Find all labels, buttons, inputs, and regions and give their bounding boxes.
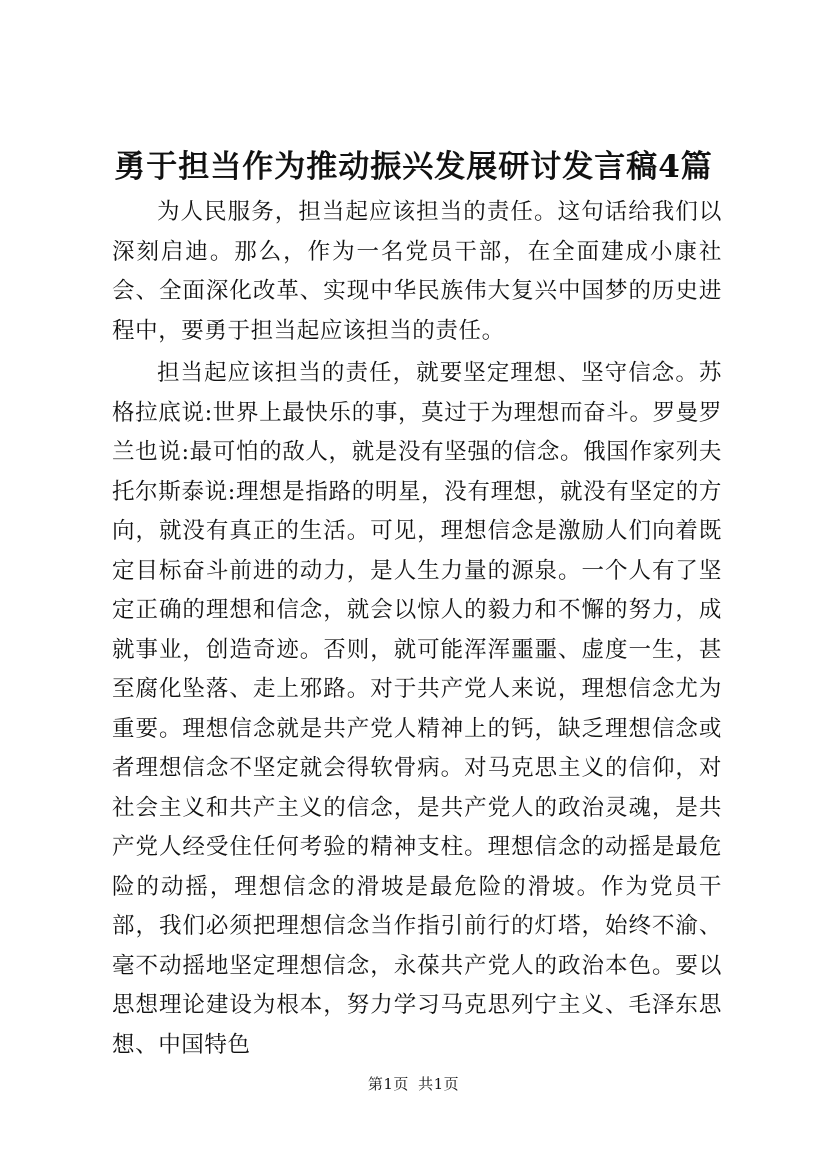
paragraph: 担当起应该担当的责任，就要坚定理想、坚守信念。苏格拉底说:世界上最快乐的事，莫过于为理想而奋斗。罗曼罗兰也说:最可怕的敌人，就是没有坚强的信念。俄国作家列夫托尔斯泰说:理想是指路的明星，没有理想，就没有坚定的方向，就没有真正的生活。可见，理想信念是激励人们向着既定目标奋斗前进的动力，是人生力量的源泉。一个人有了坚定正确的理想和信念，就会以惊人的毅力和不懈的努力，成就事业，创造奇迹。否则，就可能浑浑噩噩、虚度一生，甚至腐化坠落、走上邪路。对于共产党人来说，理想信念尤为重要。理想信念就是共产党人精神上的钙，缺乏理想信念或者理想信念不坚定就会得软骨病。对马克思主义的信仰，对社会主义和共产主义的信念，是共产党人的政治灵魂，是共产党人经受住任何考验的精神支柱。理想信念的动摇是最危险的动摇，理想信念的滑坡是最危险的滑坡。作为党员干部，我们必须把理想信念当作指引前行的灯塔，始终不渝、毫不动摇地坚定理想信念，永葆共产党人的政治本色。要以思想理论建设为根本，努力学习马克思列宁主义、毛泽东思想、中国特色 [112,360,722,1058]
paragraph: 为人民服务，担当起应该担当的责任。这句话给我们以深刻启迪。那么，作为一名党员干部，在全面建成小康社会、全面深化改革、实现中华民族伟大复兴中国梦的历史进程中，要勇于担当起应该担当的责任。 [112,199,722,344]
document-title: 勇于担当作为推动振兴发展研讨发言稿4篇 [114,149,713,185]
document-body [112,193,722,1065]
page-number: 第1页 [367,1075,409,1093]
page-total: 共1页 [418,1075,460,1093]
page-footer [0,1074,827,1094]
